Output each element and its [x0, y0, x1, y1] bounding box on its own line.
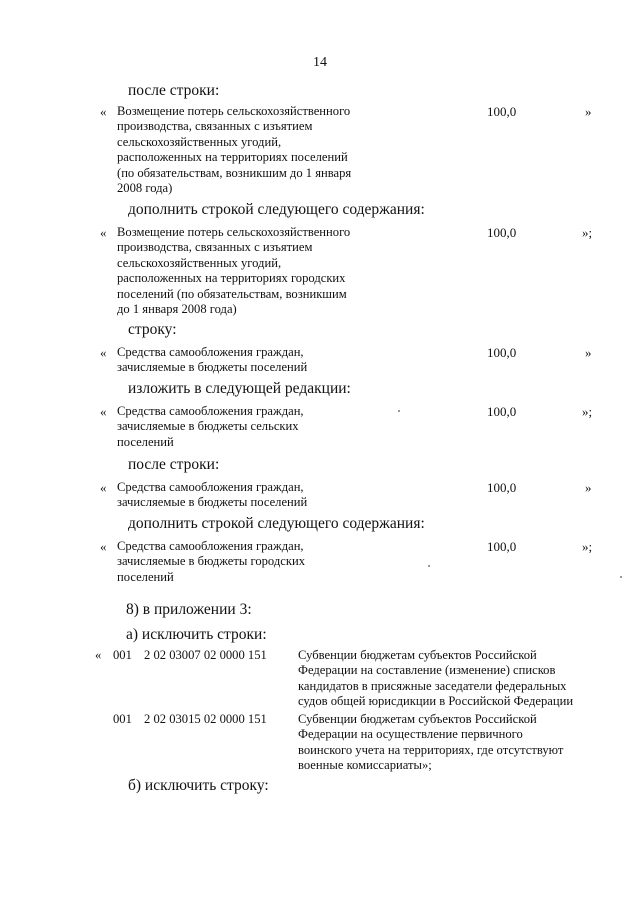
heading-after-line: после строки:	[128, 82, 220, 99]
opening-quote: «	[95, 648, 102, 662]
opening-quote: «	[100, 225, 107, 240]
row-text: Возмещение потерь сельскохозяйственного производства, связанных с изъятием сельскохозяйственных угодий, расположенных на территориях городских поселений (по обязательствам, возникшим до 1 января 2008 года)	[117, 225, 351, 317]
heading-exclude-line: б) исключить строку:	[128, 777, 269, 794]
row-value: 100,0	[487, 345, 517, 360]
closing-quote: »	[585, 480, 592, 495]
closing-quote: »;	[582, 225, 593, 240]
opening-quote: «	[100, 404, 107, 419]
heading-add-line: дополнить строкой следующего содержания:	[128, 515, 425, 532]
row-text: Средства самообложения граждан, зачисляемые в бюджеты сельских поселений	[117, 404, 304, 449]
opening-quote: «	[100, 345, 107, 360]
opening-quote: «	[100, 104, 107, 119]
closing-quote: »	[585, 345, 592, 360]
heading-new-edition: изложить в следующей редакции:	[128, 380, 351, 397]
opening-quote: «	[100, 480, 107, 495]
row-value: 100,0	[487, 104, 517, 119]
row-text: Средства самообложения граждан, зачисляемые в бюджеты городских поселений	[117, 539, 306, 584]
opening-quote: «	[100, 539, 107, 554]
heading-line: строку:	[128, 321, 177, 338]
admin-code: 001	[113, 648, 132, 662]
closing-quote: »;	[582, 539, 593, 554]
heading-exclude-lines: а) исключить строки:	[126, 626, 267, 643]
heading-after-line: после строки:	[128, 456, 220, 473]
row-value: 100,0	[487, 539, 517, 554]
heading-add-line: дополнить строкой следующего содержания:	[128, 201, 425, 218]
row-value: 100,0	[487, 404, 517, 419]
row-text: Средства самообложения граждан, зачисляемые в бюджеты поселений	[117, 345, 308, 375]
scan-speck	[620, 576, 622, 578]
row-text: Возмещение потерь сельскохозяйственного производства, связанных с изъятием сельскохозяйственных угодий, расположенных на территориях поселений (по обязательствам, возникшим до 1 января 2008 года)	[117, 104, 352, 196]
budget-code: 2 02 03007 02 0000 151	[144, 648, 267, 662]
row-value: 100,0	[487, 225, 517, 240]
scan-speck	[428, 565, 430, 567]
closing-quote: »;	[582, 404, 593, 419]
budget-code: 2 02 03015 02 0000 151	[144, 712, 267, 726]
heading-appendix-3: 8) в приложении 3:	[126, 601, 252, 618]
row-text: Средства самообложения граждан, зачисляемые в бюджеты поселений	[117, 480, 308, 510]
code-description: Субвенции бюджетам субъектов Российской Федерации на составление (изменение) списков кандидатов в присяжные заседатели федеральных судов общей юрисдикции в Российской Федерации	[298, 648, 574, 709]
code-description: Субвенции бюджетам субъектов Российской Федерации на осуществление первичного воинского учета на территориях, где отсутствуют военные комиссариаты»;	[298, 712, 564, 773]
row-value: 100,0	[487, 480, 517, 495]
closing-quote: »	[585, 104, 592, 119]
page-number: 14	[313, 55, 327, 70]
admin-code: 001	[113, 712, 132, 726]
scan-speck	[398, 410, 400, 412]
